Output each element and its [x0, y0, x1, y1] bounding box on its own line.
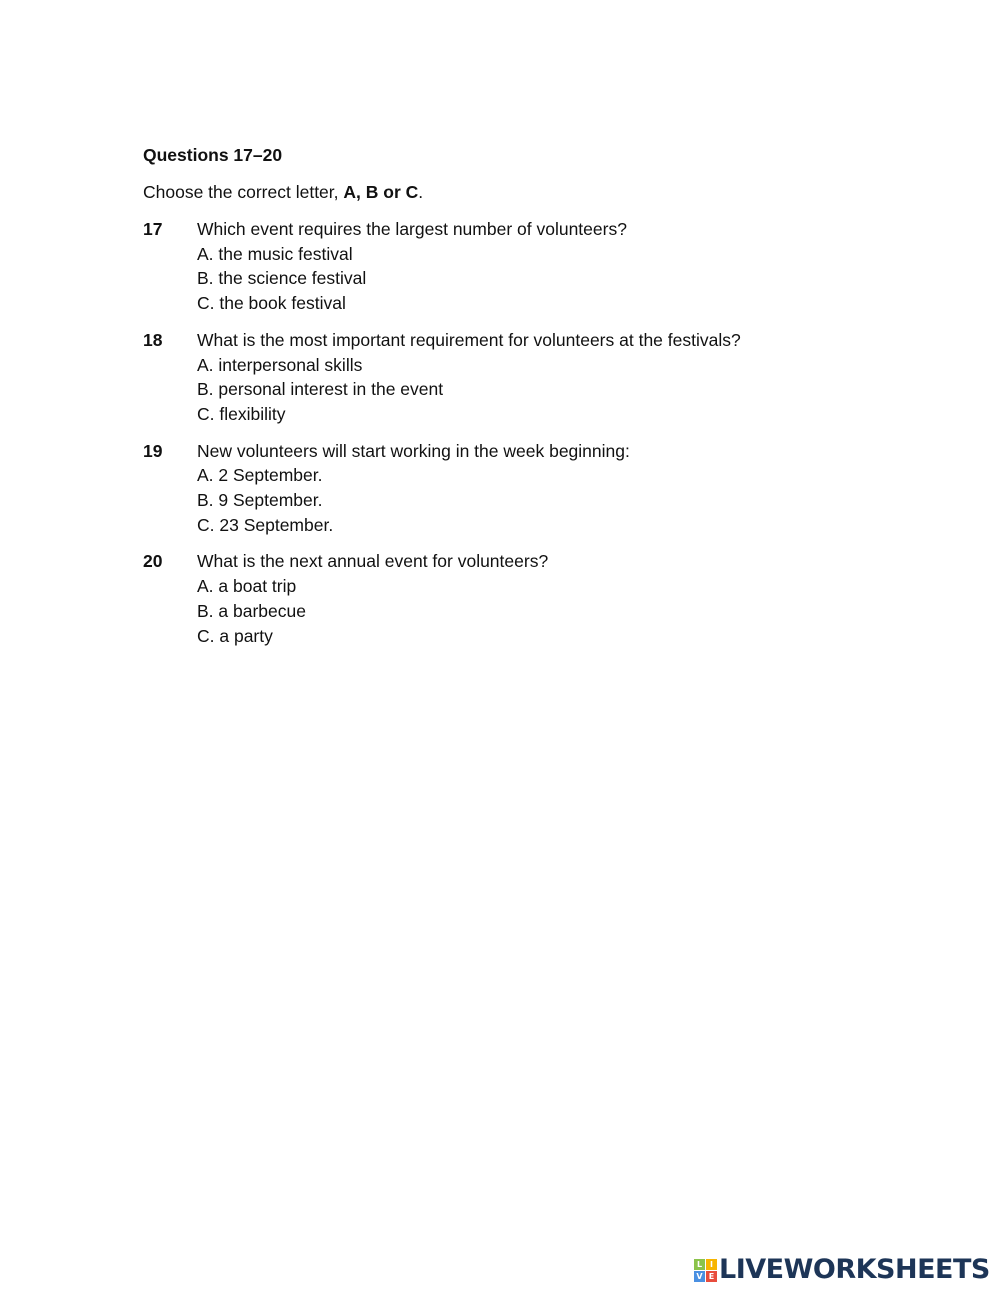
option-a[interactable]: A. 2 September.	[197, 465, 323, 486]
question-body	[197, 217, 903, 316]
liveworksheets-brand	[694, 1255, 990, 1285]
option-b[interactable]: B. 9 September.	[197, 490, 323, 511]
instructions-suffix: .	[418, 182, 424, 202]
option-a[interactable]: A. interpersonal skills	[197, 354, 363, 375]
option-a[interactable]: A. a boat trip	[197, 576, 297, 597]
question-17	[143, 217, 903, 316]
logo-tile-v: V	[694, 1271, 705, 1282]
option-b[interactable]: B. a barbecue	[197, 600, 306, 621]
option-c[interactable]: C. flexibility	[197, 403, 286, 424]
question-text: What is the next annual event for volunteers?	[197, 551, 549, 572]
logo-tile-e: E	[706, 1271, 717, 1282]
brand-name: LIVEWORKSHEETS	[719, 1254, 990, 1285]
option-c[interactable]: C. a party	[197, 625, 273, 646]
question-number: 18	[143, 329, 163, 350]
question-number: 17	[143, 219, 163, 239]
question-text: New volunteers will start working in the week beginning:	[197, 440, 630, 461]
question-body	[197, 439, 903, 538]
question-text: What is the most important requirement for volunteers at the festivals?	[197, 329, 741, 350]
question-20	[143, 549, 903, 648]
question-18	[143, 328, 903, 427]
question-number: 20	[143, 551, 163, 572]
option-b[interactable]: B. the science festival	[197, 268, 367, 289]
question-number: 19	[143, 440, 163, 461]
option-a[interactable]: A. the music festival	[197, 243, 353, 264]
option-b[interactable]: B. personal interest in the event	[197, 379, 444, 400]
question-19	[143, 439, 903, 538]
logo-tile-i: I	[706, 1259, 717, 1270]
question-text: Which event requires the largest number of volunteers?	[197, 219, 627, 239]
logo-tile-l: L	[694, 1259, 705, 1270]
instructions-letters: A, B or C	[343, 182, 419, 202]
option-c[interactable]: C. 23 September.	[197, 514, 334, 535]
question-body	[197, 549, 903, 648]
question-body	[197, 328, 903, 427]
section-title: Questions 17–20	[143, 145, 283, 165]
worksheet	[143, 143, 903, 660]
instructions-prefix: Choose the correct letter,	[143, 182, 344, 202]
liveworksheets-logo-icon	[694, 1259, 717, 1282]
instructions	[143, 180, 903, 204]
option-c[interactable]: C. the book festival	[197, 293, 346, 314]
